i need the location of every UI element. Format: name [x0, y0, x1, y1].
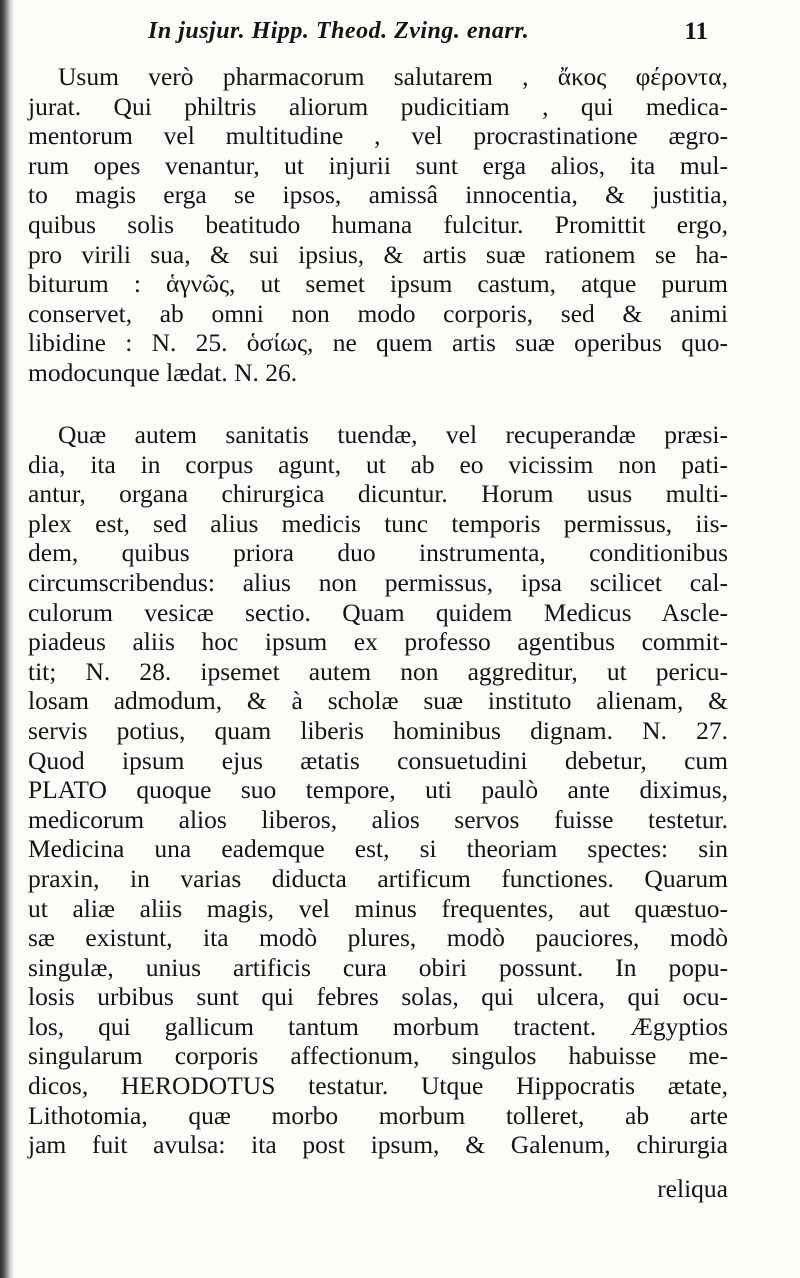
text-line: singulæ, unius artificis cura obiri possunt. In popu-	[28, 952, 728, 982]
text-line: jurat. Qui philtris aliorum pudicitiam , qui medica-	[28, 91, 728, 121]
text-line: singularum corporis affectionum, singulos habuisse me-	[28, 1041, 728, 1071]
text-line: dicos, HERODOTUS testatur. Utque Hippocratis ætate,	[28, 1071, 728, 1101]
running-head: In jusjur. Hipp. Theod. Zving. enarr.	[148, 18, 530, 44]
text-line: tit; N. 28. ipsemet autem non aggreditur, ut pericu-	[28, 656, 728, 686]
text-line: Quæ autem sanitatis tuendæ, vel recuperandæ præsi-	[58, 420, 728, 449]
text-line: ut aliæ aliis magis, vel minus frequentes, aut quæstuo-	[28, 893, 728, 923]
text-line: PLATO quoque suo tempore, uti paulò ante diximus,	[28, 775, 728, 805]
text-line: Quod ipsum ejus ætatis consuetudini debetur, cum	[28, 745, 728, 775]
text-line: jam fuit avulsa: ita post ipsum, & Galenum, chirurgia	[28, 1130, 728, 1160]
paragraph-1	[28, 62, 728, 388]
text-line: Usum verò pharmacorum salutarem , ἄκος φέροντα,	[58, 62, 728, 91]
text-line: plex est, sed alius medicis tunc temporis permissus, iis-	[28, 508, 728, 538]
text-line: dem, quibus priora duo instrumenta, conditionibus	[28, 538, 728, 568]
page-binding-shadow	[0, 0, 14, 1278]
text-line: mentorum vel multitudine , vel procrastinatione ægro-	[28, 121, 728, 151]
text-line: piadeus aliis hoc ipsum ex professo agentibus commit-	[28, 627, 728, 657]
text-line: los, qui gallicum tantum morbum tractent. Ægyptios	[28, 1011, 728, 1041]
paragraph-2	[28, 420, 728, 1160]
text-line: sæ existunt, ita modò plures, modò pauciores, modò	[28, 923, 728, 953]
text-line: pro virili sua, & sui ipsius, & artis suæ rationem se ha-	[28, 239, 728, 269]
page-number: 11	[684, 18, 708, 45]
page-header	[148, 18, 708, 58]
text-line: Medicina una eademque est, si theoriam spectes: sin	[28, 834, 728, 864]
text-line: losis urbibus sunt qui febres solas, qui ulcera, qui ocu-	[28, 982, 728, 1012]
catchword: reliqua	[657, 1174, 728, 1203]
text-line: medicorum alios liberos, alios servos fuisse testetur.	[28, 804, 728, 834]
text-line: circumscribendus: alius non permissus, ipsa scilicet cal-	[28, 567, 728, 597]
text-line: to magis erga se ipsos, amissâ innocentia, & justitia,	[28, 180, 728, 210]
text-line: modocunque lædat. N. 26.	[28, 357, 298, 387]
text-line: culorum vesicæ sectio. Quam quidem Medicus Ascle-	[28, 597, 728, 627]
text-line: conservet, ab omni non modo corporis, sed & animi	[28, 298, 728, 328]
text-line: servis potius, quam liberis hominibus dignam. N. 27.	[28, 715, 728, 745]
text-line: rum opes venantur, ut injurii sunt erga alios, ita mul-	[28, 150, 728, 180]
text-line: praxin, in varias diducta artificum functiones. Quarum	[28, 863, 728, 893]
text-line: libidine : N. 25. ὁσίως, ne quem artis suæ operibus quo-	[28, 328, 728, 358]
text-line: biturum : ἁγνῶς, ut semet ipsum castum, atque purum	[28, 269, 728, 299]
text-line: Lithotomia, quæ morbo morbum tolleret, ab arte	[28, 1100, 728, 1130]
text-line: quibus solis beatitudo humana fulcitur. Promittit ergo,	[28, 209, 728, 239]
text-line: antur, organa chirurgica dicuntur. Horum usus multi-	[28, 479, 728, 509]
text-line: dia, ita in corpus agunt, ut ab eo vicissim non pati-	[28, 449, 728, 479]
text-line: losam admodum, & à scholæ suæ instituto alienam, &	[28, 686, 728, 716]
